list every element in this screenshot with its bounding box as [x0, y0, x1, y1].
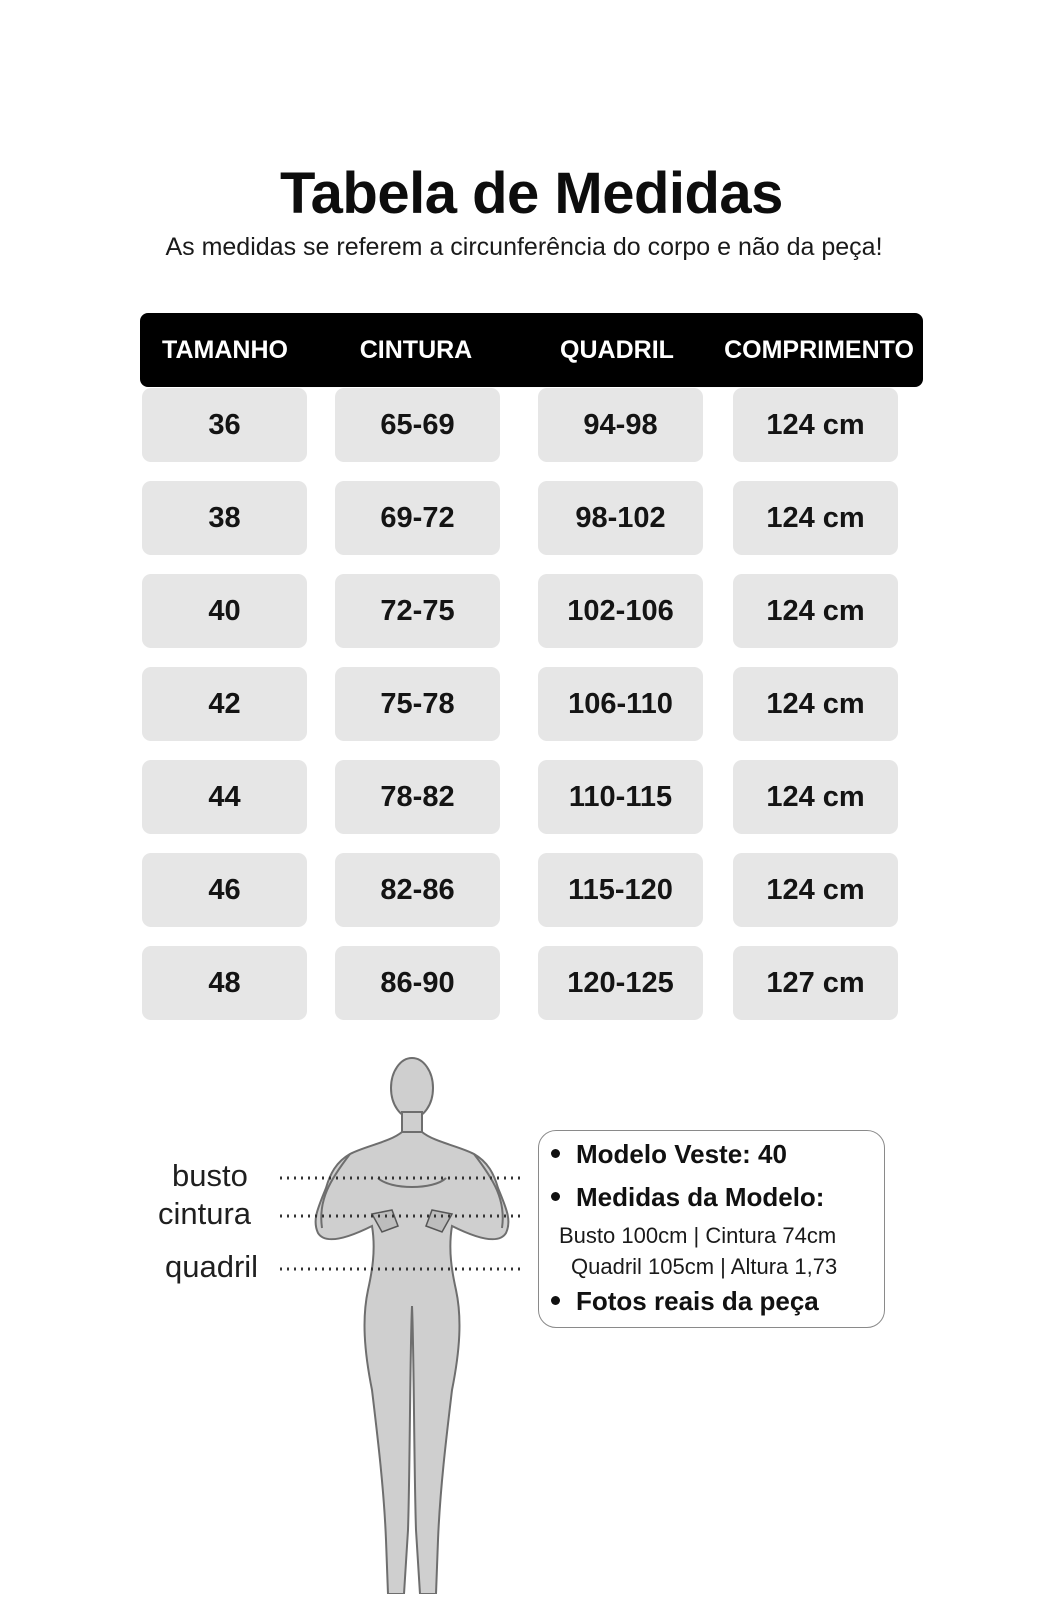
cell-length: 127 cm — [733, 946, 898, 1020]
bullet-icon — [551, 1192, 560, 1201]
cell-length: 124 cm — [733, 481, 898, 555]
label-bust: busto — [172, 1158, 248, 1193]
header-hip: QUADRIL — [560, 336, 674, 364]
cell-length: 124 cm — [733, 574, 898, 648]
header-waist: CINTURA — [359, 336, 473, 364]
cell-waist: 69-72 — [335, 481, 500, 555]
real-photos-item — [551, 1286, 819, 1317]
cell-size: 42 — [142, 667, 307, 741]
cell-hip: 102-106 — [538, 574, 703, 648]
cell-waist: 82-86 — [335, 853, 500, 927]
mannequin-illustration — [0, 1050, 1063, 1594]
model-measures-item — [551, 1182, 824, 1213]
cell-size: 38 — [142, 481, 307, 555]
cell-length: 124 cm — [733, 388, 898, 462]
model-wears-text: Modelo Veste: 40 — [576, 1139, 787, 1169]
page-subtitle: As medidas se referem a circunferência do corpo e não da peça! — [165, 233, 883, 261]
model-measures-title: Medidas da Modelo: — [576, 1182, 825, 1212]
cell-length: 124 cm — [733, 667, 898, 741]
cell-hip: 94-98 — [538, 388, 703, 462]
page-title: Tabela de Medidas — [280, 161, 783, 226]
label-hip: quadril — [165, 1249, 259, 1284]
cell-waist: 72-75 — [335, 574, 500, 648]
model-measures-line1: Busto 100cm | Cintura 74cm — [559, 1223, 837, 1248]
cell-size: 40 — [142, 574, 307, 648]
label-waist: cintura — [158, 1196, 252, 1231]
header-length: COMPRIMENTO — [724, 336, 914, 364]
table-header — [140, 313, 923, 387]
cell-length: 124 cm — [733, 853, 898, 927]
cell-size: 46 — [142, 853, 307, 927]
bullet-icon — [551, 1296, 560, 1305]
model-measures-line2: Quadril 105cm | Altura 1,73 — [571, 1254, 838, 1279]
cell-size: 44 — [142, 760, 307, 834]
cell-hip: 115-120 — [538, 853, 703, 927]
cell-hip: 110-115 — [538, 760, 703, 834]
cell-hip: 120-125 — [538, 946, 703, 1020]
header-size: TAMANHO — [162, 336, 288, 364]
model-info-box — [538, 1130, 885, 1328]
cell-waist: 78-82 — [335, 760, 500, 834]
cell-hip: 106-110 — [538, 667, 703, 741]
cell-waist: 86-90 — [335, 946, 500, 1020]
body-figure — [0, 1050, 1063, 1594]
model-wears-item — [551, 1139, 787, 1170]
bullet-icon — [551, 1149, 560, 1158]
cell-length: 124 cm — [733, 760, 898, 834]
cell-size: 48 — [142, 946, 307, 1020]
cell-waist: 65-69 — [335, 388, 500, 462]
cell-hip: 98-102 — [538, 481, 703, 555]
cell-size: 36 — [142, 388, 307, 462]
cell-waist: 75-78 — [335, 667, 500, 741]
real-photos-text: Fotos reais da peça — [576, 1286, 819, 1316]
